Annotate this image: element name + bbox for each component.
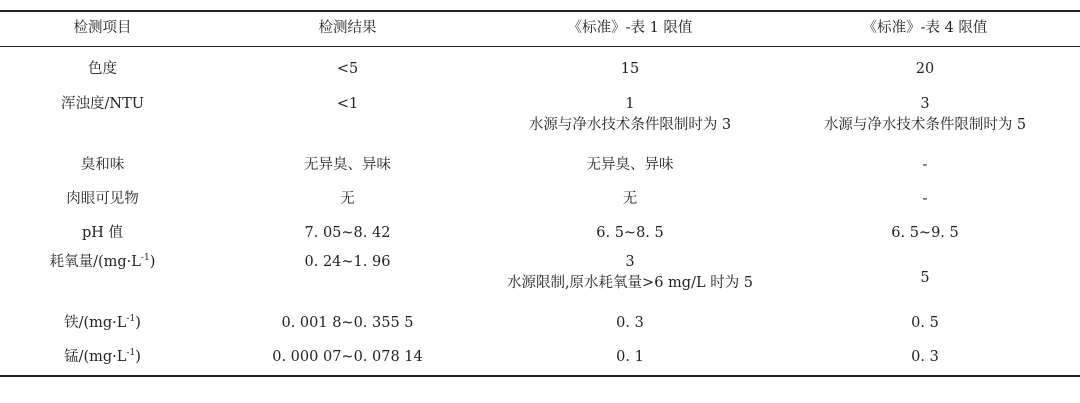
cell-result: 无 (340, 190, 355, 207)
cell-result: <1 (336, 96, 359, 112)
cell-item: 浑浊度/NTU (61, 96, 144, 112)
limit-value: 3 (625, 254, 635, 270)
limit-value: 1 (625, 96, 635, 112)
cell-item: 色度 (88, 60, 117, 77)
cell-limit-table1 (490, 46, 770, 92)
unit-exponent: -1 (126, 348, 136, 358)
limit-value: 0. 3 (911, 349, 939, 365)
table-row (0, 306, 1080, 340)
limit-note: 水源与净水技术条件限制时为 5 (823, 117, 1027, 133)
item-label: 耗氧量/(mg·L (49, 254, 141, 270)
cell-limit-table1 (490, 340, 770, 376)
unit-exponent: -1 (126, 313, 136, 324)
cell-result: 7. 05~8. 42 (304, 224, 391, 241)
cell-result: <5 (336, 60, 359, 77)
table-row (0, 182, 1080, 216)
water-quality-table (0, 10, 1080, 377)
limit-value: 0. 3 (616, 314, 644, 331)
limit-value: 20 (915, 60, 935, 77)
header-item: 检测项目 (0, 11, 205, 46)
limit-value: 15 (620, 60, 640, 77)
header-row (0, 11, 1080, 46)
cell-limit-table4 (770, 216, 1080, 250)
cell-item (0, 306, 205, 340)
limit-value: 3 (920, 96, 930, 112)
header-result: 检测结果 (205, 11, 490, 46)
table-row (0, 340, 1080, 376)
cell-limit-table1 (490, 216, 770, 250)
header-limit-table1: 《标准》-表 1 限值 (490, 11, 770, 46)
cell-limit-table1 (490, 148, 770, 182)
cell-limit-table4 (770, 46, 1080, 92)
table-row (0, 46, 1080, 92)
limit-note: 水源与净水技术条件限制时为 3 (528, 117, 732, 133)
cell-limit-table4 (770, 340, 1080, 376)
limit-value: 5 (920, 269, 930, 286)
limit-value: - (922, 156, 928, 173)
cell-item: 臭和味 (80, 156, 125, 173)
cell-item: 肉眼可见物 (66, 190, 139, 207)
cell-limit-table4 (770, 306, 1080, 340)
cell-result: 0. 000 07~0. 078 14 (205, 340, 490, 376)
limit-value: 6. 5~9. 5 (891, 224, 959, 241)
cell-limit-table1 (490, 182, 770, 216)
item-label: 锰/(mg·L (64, 349, 127, 365)
item-label-close: ) (135, 314, 141, 331)
cell-limit-table4 (770, 182, 1080, 216)
cell-item: pH 值 (81, 224, 124, 241)
limit-value: 无 (622, 190, 638, 207)
cell-limit-table4 (770, 148, 1080, 182)
cell-item (0, 250, 205, 306)
limit-note: 水源限制,原水耗氧量>6 mg/L 时为 5 (506, 275, 754, 291)
cell-limit-table4 (770, 250, 1080, 306)
item-label: 铁/(mg·L (64, 314, 127, 331)
table-body (0, 46, 1080, 376)
cell-limit-table1 (490, 92, 770, 148)
cell-result: 无异臭、异味 (304, 156, 391, 173)
limit-value: 0. 5 (911, 314, 939, 331)
cell-result: 0. 24~1. 96 (304, 254, 391, 270)
table-row (0, 92, 1080, 148)
table-row (0, 148, 1080, 182)
cell-result: 0. 001 8~0. 355 5 (281, 314, 414, 331)
unit-exponent: -1 (140, 253, 150, 263)
limit-value: - (922, 190, 928, 207)
limit-value: 0. 1 (616, 349, 644, 365)
limit-value: 6. 5~8. 5 (596, 224, 664, 241)
item-label-close: ) (149, 254, 156, 270)
cell-item (0, 340, 205, 376)
cell-limit-table4 (770, 92, 1080, 148)
table-row (0, 250, 1080, 306)
cell-limit-table1 (490, 250, 770, 306)
table-row (0, 216, 1080, 250)
cell-limit-table1 (490, 306, 770, 340)
header-limit-table4: 《标准》-表 4 限值 (770, 11, 1080, 46)
item-label-close: ) (135, 349, 141, 365)
table-header (0, 11, 1080, 46)
limit-value: 无异臭、异味 (586, 156, 674, 173)
